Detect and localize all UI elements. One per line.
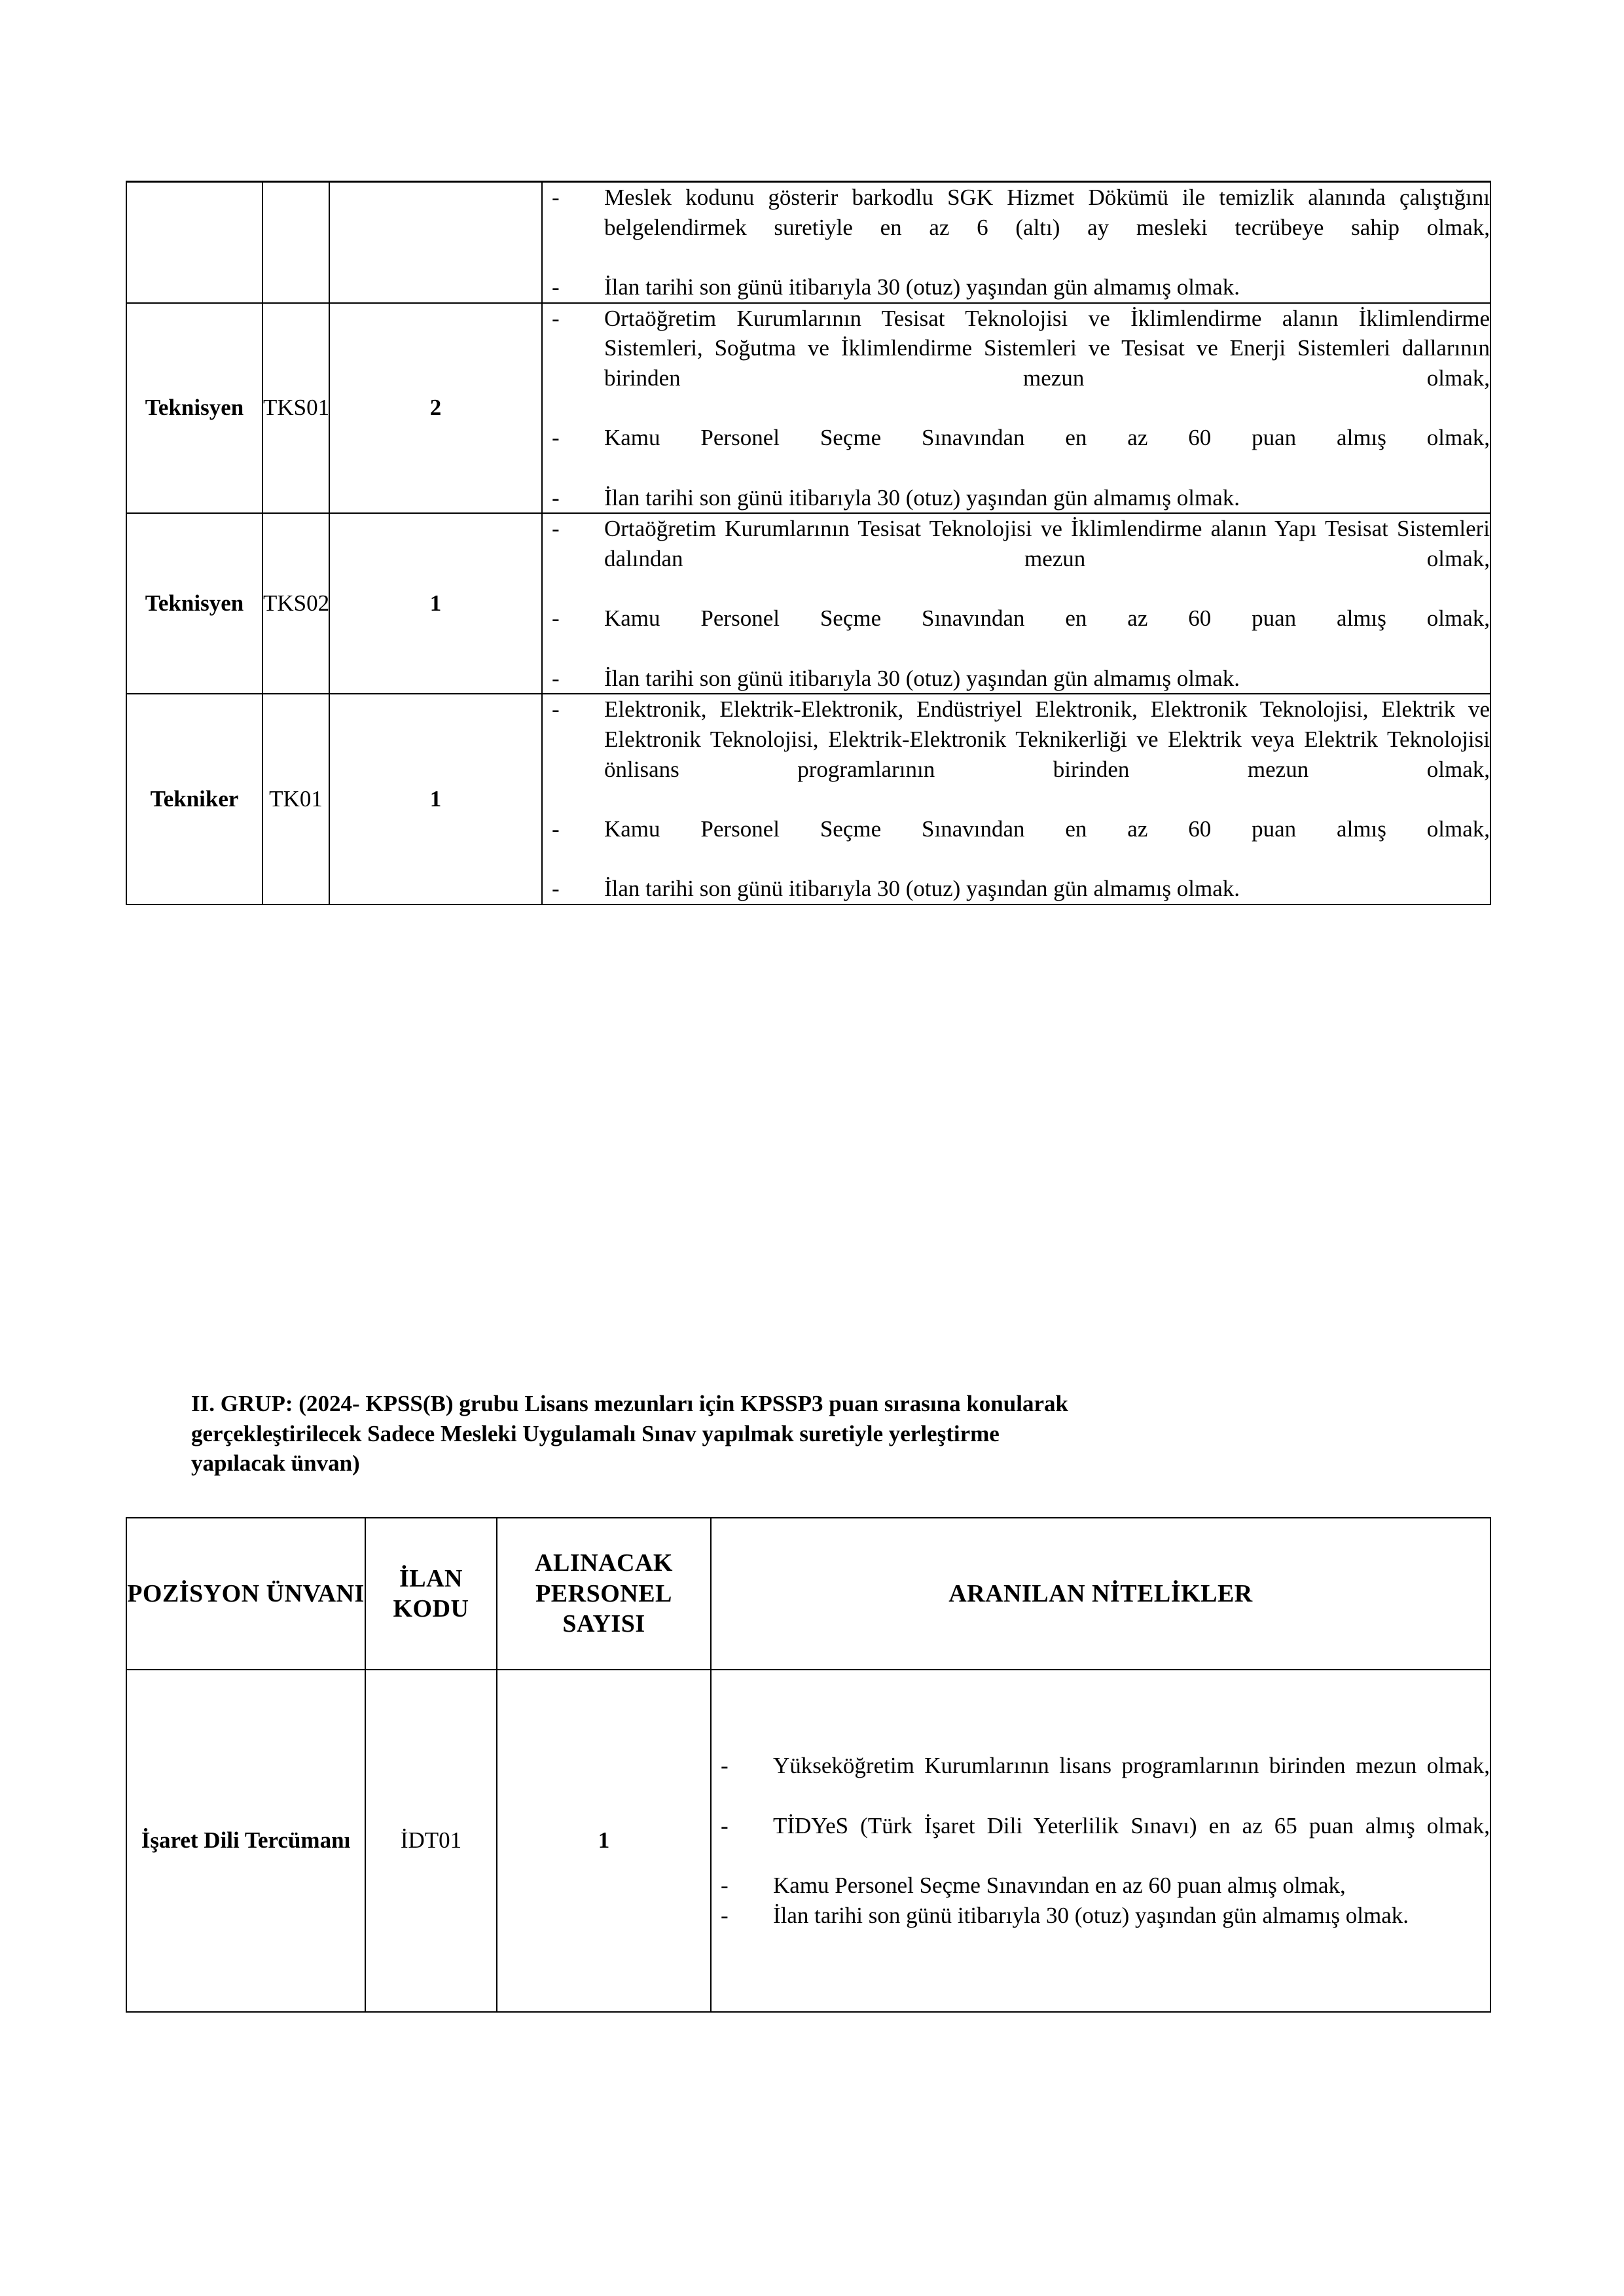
list-item: - Kamu Personel Seçme Sınavından en az 60 puan almış olmak, xyxy=(543,814,1490,874)
table-row xyxy=(126,513,1490,694)
bullet-dash-icon: - xyxy=(721,1902,729,1928)
bullet-dash-icon: - xyxy=(552,816,560,842)
list-item: - Kamu Personel Seçme Sınavından en az 60 puan almış olmak, xyxy=(712,1871,1490,1901)
list-item: - Meslek kodunu gösterir barkodlu SGK Hizmet Dökümü ile temizlik alanında çalıştığını belgelendirmek suretiyle en az 6 (altı) ay mesleki tecrübeye sahip olmak, xyxy=(543,183,1490,272)
list-item: - İlan tarihi son günü itibarıyla 30 (otuz) yaşından gün almamış olmak. xyxy=(543,483,1490,513)
list-item: - Yükseköğretim Kurumlarının lisans programlarının birinden mezun olmak, xyxy=(712,1751,1490,1810)
cell-aranilan-nitelikler xyxy=(711,1670,1490,2012)
cell-ilan-kodu: İDT01 xyxy=(365,1670,497,2012)
bullet-dash-icon: - xyxy=(552,185,560,210)
list-item: - Ortaöğretim Kurumlarının Tesisat Teknolojisi ve İklimlendirme alanın İklimlendirme Sistemleri, Soğutma ve İklimlendirme Sistemleri ve Tesisat ve Enerji Sistemleri dallarının birinden mezun olmak, xyxy=(543,304,1490,423)
column-header-alinacak-personel-sayisi: ALINACAK PERSONEL SAYISI xyxy=(497,1518,711,1670)
bullet-dash-icon: - xyxy=(552,605,560,632)
bullet-dash-icon: - xyxy=(552,665,560,691)
qualifications-table-group-two xyxy=(126,1517,1491,2013)
list-item: - İlan tarihi son günü itibarıyla 30 (otuz) yaşından gün almamış olmak. xyxy=(543,874,1490,904)
bullet-dash-icon: - xyxy=(721,1873,729,1899)
list-item: - Kamu Personel Seçme Sınavından en az 60 puan almış olmak, xyxy=(543,603,1490,663)
cell-position: Teknisyen xyxy=(126,303,262,514)
group-two-heading xyxy=(191,1389,1490,1479)
table-row xyxy=(126,694,1490,905)
list-item: - İlan tarihi son günü itibarıyla 30 (otuz) yaşından gün almamış olmak. xyxy=(543,664,1490,694)
cell-personel-sayisi: 1 xyxy=(497,1670,711,2012)
cell-aranilan-nitelikler xyxy=(542,303,1490,514)
group-heading-line-3: yapılacak ünvan) xyxy=(191,1450,360,1476)
bullet-dash-icon: - xyxy=(721,1753,729,1779)
table-header-row xyxy=(126,1518,1490,1670)
bullet-dash-icon: - xyxy=(552,516,560,542)
column-header-pozisyon-unvani: POZİSYON ÜNVANI xyxy=(126,1518,365,1670)
cell-personel-sayisi: 1 xyxy=(329,694,542,905)
table-row xyxy=(126,1670,1490,2012)
bullet-dash-icon: - xyxy=(552,484,560,511)
list-item: - İlan tarihi son günü itibarıyla 30 (otuz) yaşından gün almamış olmak. xyxy=(543,272,1490,302)
list-item: - İlan tarihi son günü itibarıyla 30 (otuz) yaşından gün almamış olmak. xyxy=(712,1901,1490,1931)
cell-personel-sayisi xyxy=(329,182,542,303)
bullet-dash-icon: - xyxy=(552,425,560,451)
cell-aranilan-nitelikler xyxy=(542,182,1490,303)
qualifications-table-group-one xyxy=(126,181,1491,905)
table-row xyxy=(126,303,1490,514)
group-heading-line-2: gerçekleştirilecek Sadece Mesleki Uygulamalı Sınav yapılmak suretiyle yerleştirme xyxy=(191,1420,1000,1446)
list-item: - Kamu Personel Seçme Sınavından en az 60 puan almış olmak, xyxy=(543,423,1490,482)
bullet-dash-icon: - xyxy=(721,1812,729,1839)
bullet-dash-icon: - xyxy=(552,696,560,723)
column-header-ilan-kodu: İLAN KODU xyxy=(365,1518,497,1670)
qualification-list xyxy=(543,183,1490,302)
qualification-list xyxy=(543,514,1490,693)
cell-aranilan-nitelikler xyxy=(542,694,1490,905)
qualification-list xyxy=(543,304,1490,513)
cell-position: İşaret Dili Tercümanı xyxy=(126,1670,365,2012)
bullet-dash-icon: - xyxy=(552,305,560,331)
cell-position: Tekniker xyxy=(126,694,262,905)
group-heading-line-1: II. GRUP: (2024- KPSS(B) grubu Lisans mezunları için KPSSP3 puan sırasına konularak xyxy=(191,1391,1068,1416)
cell-personel-sayisi: 2 xyxy=(329,303,542,514)
bullet-dash-icon: - xyxy=(552,876,560,902)
qualification-list xyxy=(543,694,1490,904)
cell-position xyxy=(126,182,262,303)
list-item: - TİDYeS (Türk İşaret Dili Yeterlilik Sınavı) en az 65 puan almış olmak, xyxy=(712,1811,1490,1871)
column-header-aranilan-nitelikler: ARANILAN NİTELİKLER xyxy=(711,1518,1490,1670)
cell-ilan-kodu: TK01 xyxy=(262,694,329,905)
cell-position: Teknisyen xyxy=(126,513,262,694)
cell-ilan-kodu: TKS01 xyxy=(262,303,329,514)
list-item: - Elektronik, Elektrik-Elektronik, Endüstriyel Elektronik, Elektronik Teknolojisi, Elektrik ve Elektronik Teknolojisi, Elektrik-Elektronik Teknikerliği ve Elektrik veya Elektrik Teknolojisi önlisans programlarının birinden mezun olmak, xyxy=(543,694,1490,814)
cell-personel-sayisi: 1 xyxy=(329,513,542,694)
cell-aranilan-nitelikler xyxy=(542,513,1490,694)
cell-ilan-kodu: TKS02 xyxy=(262,513,329,694)
bullet-dash-icon: - xyxy=(552,274,560,300)
table-row xyxy=(126,182,1490,303)
qualification-list xyxy=(712,1751,1490,1930)
list-item: - Ortaöğretim Kurumlarının Tesisat Teknolojisi ve İklimlendirme alanın Yapı Tesisat Sistemleri dalından mezun olmak, xyxy=(543,514,1490,603)
cell-ilan-kodu xyxy=(262,182,329,303)
